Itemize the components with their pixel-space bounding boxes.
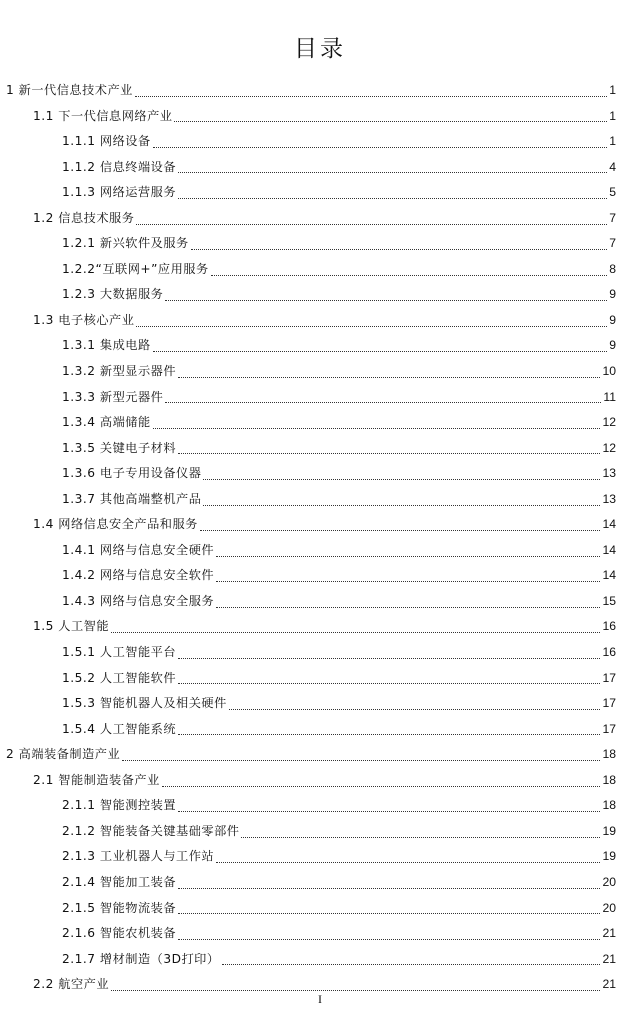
toc-entry-page: 14 xyxy=(602,542,616,557)
dot-leader xyxy=(178,657,600,659)
dot-leader xyxy=(135,95,607,97)
toc-entry-page: 16 xyxy=(602,619,616,634)
dot-leader xyxy=(165,299,607,301)
toc-entry-page: 21 xyxy=(602,977,616,992)
toc-entry[interactable] xyxy=(0,155,640,181)
dot-leader xyxy=(178,171,607,173)
toc-entry[interactable] xyxy=(0,385,640,411)
toc-entry-page: 19 xyxy=(602,823,616,838)
page-title: 目录 xyxy=(294,36,346,62)
toc-entry[interactable] xyxy=(0,487,640,513)
dot-leader xyxy=(178,733,600,735)
toc-entry-page: 20 xyxy=(602,900,616,915)
toc-entry-page: 15 xyxy=(602,593,616,608)
toc-entry-page: 8 xyxy=(609,261,616,276)
toc-entry-page: 16 xyxy=(602,645,616,660)
dot-leader xyxy=(153,146,608,148)
toc-entry-label: 1.3 电子核心产业 xyxy=(33,312,135,327)
toc-entry-label: 1.3.7 其他高端整机产品 xyxy=(62,491,202,506)
toc-entry-label: 2 高端装备制造产业 xyxy=(6,747,121,762)
dot-leader xyxy=(203,504,600,506)
toc-entry[interactable] xyxy=(0,257,640,283)
dot-leader xyxy=(111,631,600,633)
toc-entry-label: 2.1.6 智能农机装备 xyxy=(62,926,177,941)
toc-entry-label: 1.5.2 人工智能软件 xyxy=(62,670,177,685)
dot-leader xyxy=(162,785,601,787)
toc-entry-page: 1 xyxy=(609,83,616,97)
toc-entry[interactable] xyxy=(0,359,640,385)
toc-entry-label: 1.2.2“互联网+”应用服务 xyxy=(62,261,209,276)
toc-entry-label: 2.1 智能制造装备产业 xyxy=(33,772,160,787)
dot-leader xyxy=(178,452,600,454)
toc-entry-page: 18 xyxy=(602,772,616,787)
page-number: I xyxy=(318,992,322,1006)
dot-leader xyxy=(165,401,601,403)
toc-entry[interactable] xyxy=(0,896,640,922)
toc-entry-label: 1.2.1 新兴软件及服务 xyxy=(62,236,189,251)
toc-entry-page: 1 xyxy=(609,108,616,123)
toc-entry-label: 1.3.1 集成电路 xyxy=(62,338,151,353)
toc-entry-label: 2.1.2 智能装备关键基础零部件 xyxy=(62,823,240,838)
toc-entry-page: 14 xyxy=(602,517,616,532)
dot-leader xyxy=(178,887,600,889)
table-of-contents xyxy=(0,78,640,998)
toc-entry[interactable] xyxy=(0,538,640,564)
toc-entry[interactable] xyxy=(0,844,640,870)
dot-leader xyxy=(216,555,600,557)
toc-entry-label: 1.3.3 新型元器件 xyxy=(62,389,164,404)
toc-entry-label: 2.1.1 智能测控装置 xyxy=(62,798,177,813)
toc-entry[interactable] xyxy=(0,947,640,973)
toc-entry-page: 21 xyxy=(602,926,616,941)
toc-entry[interactable] xyxy=(0,231,640,257)
dot-leader xyxy=(153,427,601,429)
toc-entry-page: 10 xyxy=(602,364,616,379)
dot-leader xyxy=(174,120,607,122)
toc-entry[interactable] xyxy=(0,666,640,692)
dot-leader xyxy=(136,223,607,225)
dot-leader xyxy=(136,325,607,327)
dot-leader xyxy=(178,376,600,378)
toc-entry-page: 9 xyxy=(609,338,616,353)
toc-entry[interactable] xyxy=(0,410,640,436)
toc-entry-page: 12 xyxy=(602,440,616,455)
toc-entry-label: 2.2 航空产业 xyxy=(33,977,110,992)
toc-entry-label: 2.1.3 工业机器人与工作站 xyxy=(62,849,215,864)
toc-entry[interactable] xyxy=(0,691,640,717)
toc-entry-label: 1.1 下一代信息网络产业 xyxy=(33,108,173,123)
toc-entry-label: 1.5.4 人工智能系统 xyxy=(62,721,177,736)
toc-entry-page: 9 xyxy=(609,312,616,327)
toc-entry-label: 1.5.1 人工智能平台 xyxy=(62,645,177,660)
toc-entry-label: 1.3.5 关键电子材料 xyxy=(62,440,177,455)
dot-leader xyxy=(178,810,600,812)
toc-entry-label: 1.1.1 网络设备 xyxy=(62,134,151,149)
dot-leader xyxy=(178,912,600,914)
toc-entry[interactable] xyxy=(0,819,640,845)
toc-entry-page: 13 xyxy=(602,491,616,506)
toc-entry[interactable] xyxy=(0,793,640,819)
toc-entry-page: 17 xyxy=(602,721,616,736)
toc-entry[interactable] xyxy=(0,104,640,130)
toc-entry-label: 1.1.2 信息终端设备 xyxy=(62,159,177,174)
toc-entry-page: 19 xyxy=(602,849,616,864)
toc-entry-label: 1.4.2 网络与信息安全软件 xyxy=(62,568,215,583)
toc-entry[interactable] xyxy=(0,512,640,538)
dot-leader xyxy=(211,274,608,276)
toc-entry-page: 13 xyxy=(602,466,616,481)
toc-entry-label: 2.1.4 智能加工装备 xyxy=(62,874,177,889)
toc-entry[interactable] xyxy=(0,206,640,232)
toc-entry-page: 9 xyxy=(609,287,616,302)
dot-leader xyxy=(216,606,600,608)
dot-leader xyxy=(178,938,600,940)
toc-entry-page: 4 xyxy=(609,159,616,174)
dot-leader xyxy=(153,350,608,352)
toc-entry-label: 1.5 人工智能 xyxy=(33,619,110,634)
toc-entry[interactable] xyxy=(0,768,640,794)
toc-entry[interactable] xyxy=(0,282,640,308)
toc-entry-label: 1.3.6 电子专用设备仪器 xyxy=(62,466,202,481)
toc-entry-page: 20 xyxy=(602,874,616,889)
toc-entry-page: 17 xyxy=(602,670,616,685)
toc-entry-page: 5 xyxy=(609,185,616,200)
toc-entry[interactable] xyxy=(0,333,640,359)
toc-entry-label: 1.4.1 网络与信息安全硬件 xyxy=(62,542,215,557)
toc-entry[interactable] xyxy=(0,717,640,743)
toc-entry-label: 1.3.2 新型显示器件 xyxy=(62,364,177,379)
toc-entry-page: 14 xyxy=(602,568,616,583)
toc-entry-page: 11 xyxy=(603,389,616,404)
dot-leader xyxy=(203,478,600,480)
dot-leader xyxy=(178,682,600,684)
dot-leader xyxy=(122,759,600,761)
toc-entry[interactable] xyxy=(0,589,640,615)
toc-entry[interactable] xyxy=(0,921,640,947)
toc-entry[interactable] xyxy=(0,870,640,896)
dot-leader xyxy=(241,836,600,838)
toc-entry[interactable] xyxy=(0,180,640,206)
toc-entry-page: 21 xyxy=(602,951,616,966)
dot-leader xyxy=(191,248,608,250)
toc-entry-label: 1.4 网络信息安全产品和服务 xyxy=(33,517,198,532)
dot-leader xyxy=(178,197,607,199)
toc-entry-label: 2.1.7 增材制造（3D打印） xyxy=(62,951,220,966)
toc-entry-label: 1.2 信息技术服务 xyxy=(33,210,135,225)
dot-leader xyxy=(216,861,600,863)
toc-entry-page: 7 xyxy=(609,236,616,251)
toc-entry-label: 1.5.3 智能机器人及相关硬件 xyxy=(62,696,227,711)
toc-entry-label: 2.1.5 智能物流装备 xyxy=(62,900,177,915)
dot-leader xyxy=(111,989,600,991)
toc-entry[interactable] xyxy=(0,129,640,155)
toc-entry[interactable] xyxy=(0,563,640,589)
toc-entry-label: 1.3.4 高端储能 xyxy=(62,415,151,430)
toc-entry-page: 1 xyxy=(609,134,616,149)
toc-entry[interactable] xyxy=(0,640,640,666)
toc-entry-page: 18 xyxy=(602,747,616,762)
dot-leader xyxy=(222,963,601,965)
dot-leader xyxy=(229,708,601,710)
toc-entry[interactable] xyxy=(0,614,640,640)
toc-entry-label: 1.2.3 大数据服务 xyxy=(62,287,164,302)
toc-entry[interactable] xyxy=(0,308,640,334)
toc-entry-label: 1 新一代信息技术产业 xyxy=(6,83,133,97)
toc-entry[interactable] xyxy=(0,78,640,104)
toc-entry[interactable] xyxy=(0,461,640,487)
toc-entry-page: 7 xyxy=(609,210,616,225)
toc-entry[interactable] xyxy=(0,436,640,462)
toc-entry-page: 17 xyxy=(602,696,616,711)
dot-leader xyxy=(216,580,600,582)
toc-entry-page: 18 xyxy=(602,798,616,813)
toc-entry-page: 12 xyxy=(602,415,616,430)
toc-entry-label: 1.4.3 网络与信息安全服务 xyxy=(62,593,215,608)
toc-entry-label: 1.1.3 网络运营服务 xyxy=(62,185,177,200)
dot-leader xyxy=(200,529,601,531)
toc-entry[interactable] xyxy=(0,742,640,768)
